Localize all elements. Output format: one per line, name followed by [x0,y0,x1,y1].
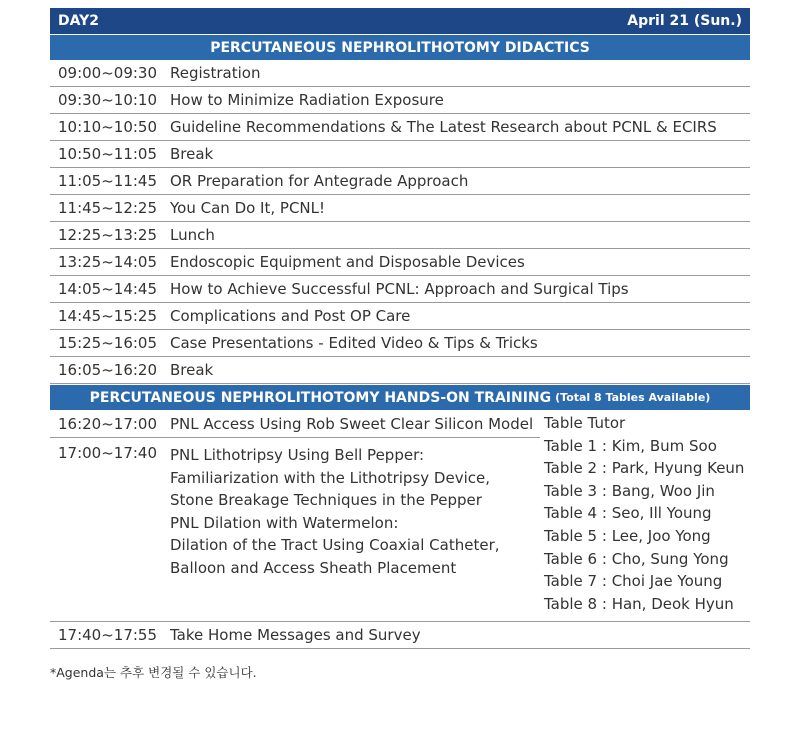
didactics-schedule [50,60,750,384]
schedule-row [50,168,750,195]
row-title: Case Presentations - Edited Video & Tips & Tricks [170,334,538,352]
schedule-row [50,222,750,249]
row-title: OR Preparation for Antegrade Approach [170,172,469,190]
row-time: 10:50~11:05 [58,145,158,163]
row-title: Complications and Post OP Care [170,307,411,325]
row-title: How to Achieve Successful PCNL: Approach and Surgical Tips [170,280,629,298]
schedule-row [50,303,750,330]
didactics-title: PERCUTANEOUS NEPHROLITHOTOMY DIDACTICS [210,39,590,56]
row-time: 16:05~16:20 [58,361,158,379]
row-time: 13:25~14:05 [58,253,158,271]
tutor-heading: Table Tutor [544,414,626,432]
day-date: April 21 (Sun.) [627,13,742,29]
schedule-row [50,87,750,114]
row-time: 09:30~10:10 [58,91,158,109]
row-time: 16:20~17:00 [58,414,158,433]
schedule-row [50,622,750,649]
hands-on-block [50,410,750,622]
schedule-row [50,276,750,303]
row-title: Break [170,361,214,379]
row-title: Take Home Messages and Survey [170,626,421,645]
tutor-item: Table 4 : Seo, Ill Young [544,504,712,523]
row-time: 11:05~11:45 [58,172,158,190]
didactics-header [50,34,750,60]
row-time: 09:00~09:30 [58,64,158,82]
agenda [50,8,750,681]
title-line: Balloon and Access Sheath Placement [170,558,457,577]
row-title-lines [170,444,500,580]
hands-on-sessions [50,410,540,621]
title-line: Stone Breakage Techniques in the Pepper [170,491,482,510]
schedule-row [50,60,750,87]
row-time: 17:00~17:40 [58,444,158,462]
hands-on-header [50,384,750,410]
title-line: PNL Dilation with Watermelon: [170,513,399,532]
schedule-row [50,141,750,168]
schedule-row [50,357,750,384]
tutor-item: Table 5 : Lee, Joo Yong [544,526,711,545]
schedule-row [50,249,750,276]
title-line: Familiarization with the Lithotripsy Device, [170,468,490,487]
tutor-item: Table 2 : Park, Hyung Keun [544,459,745,478]
day-label: DAY2 [58,13,99,29]
schedule-row [50,438,540,580]
row-title: Lunch [170,226,215,244]
row-title: You Can Do It, PCNL! [170,199,326,217]
hands-on-title: PERCUTANEOUS NEPHROLITHOTOMY HANDS-ON TRAINING [89,389,552,406]
hands-on-note: (Total 8 Tables Available) [555,391,711,404]
row-title: Registration [170,64,261,82]
title-line: Dilation of the Tract Using Coaxial Catheter, [170,536,500,555]
row-title: How to Minimize Radiation Exposure [170,91,444,109]
row-title: Break [170,145,214,163]
row-time: 11:45~12:25 [58,199,158,217]
table-tutor-list [540,410,750,621]
title-line: PNL Lithotripsy Using Bell Pepper: [170,446,425,464]
schedule-row [50,330,750,357]
row-time: 12:25~13:25 [58,226,158,244]
schedule-row [50,114,750,141]
schedule-row [50,195,750,222]
tutor-item: Table 3 : Bang, Woo Jin [544,481,715,500]
tutor-item: Table 1 : Kim, Bum Soo [544,436,717,455]
row-time: 14:05~14:45 [58,280,158,298]
row-title: PNL Access Using Rob Sweet Clear Silicon Model [170,414,534,433]
tutor-item: Table 8 : Han, Deok Hyun [544,594,734,613]
tutor-item: Table 6 : Cho, Sung Yong [544,549,729,568]
row-time: 14:45~15:25 [58,307,158,325]
row-title: Guideline Recommendations & The Latest Research about PCNL & ECIRS [170,118,717,136]
row-time: 10:10~10:50 [58,118,158,136]
row-title: Endoscopic Equipment and Disposable Devices [170,253,525,271]
agenda-footnote: *Agenda는 추후 변경될 수 있습니다. [50,665,257,681]
row-time: 15:25~16:05 [58,334,158,352]
day-header [50,8,750,34]
row-time: 17:40~17:55 [58,626,158,645]
tutor-item: Table 7 : Choi Jae Young [544,572,723,591]
schedule-row [50,410,540,438]
